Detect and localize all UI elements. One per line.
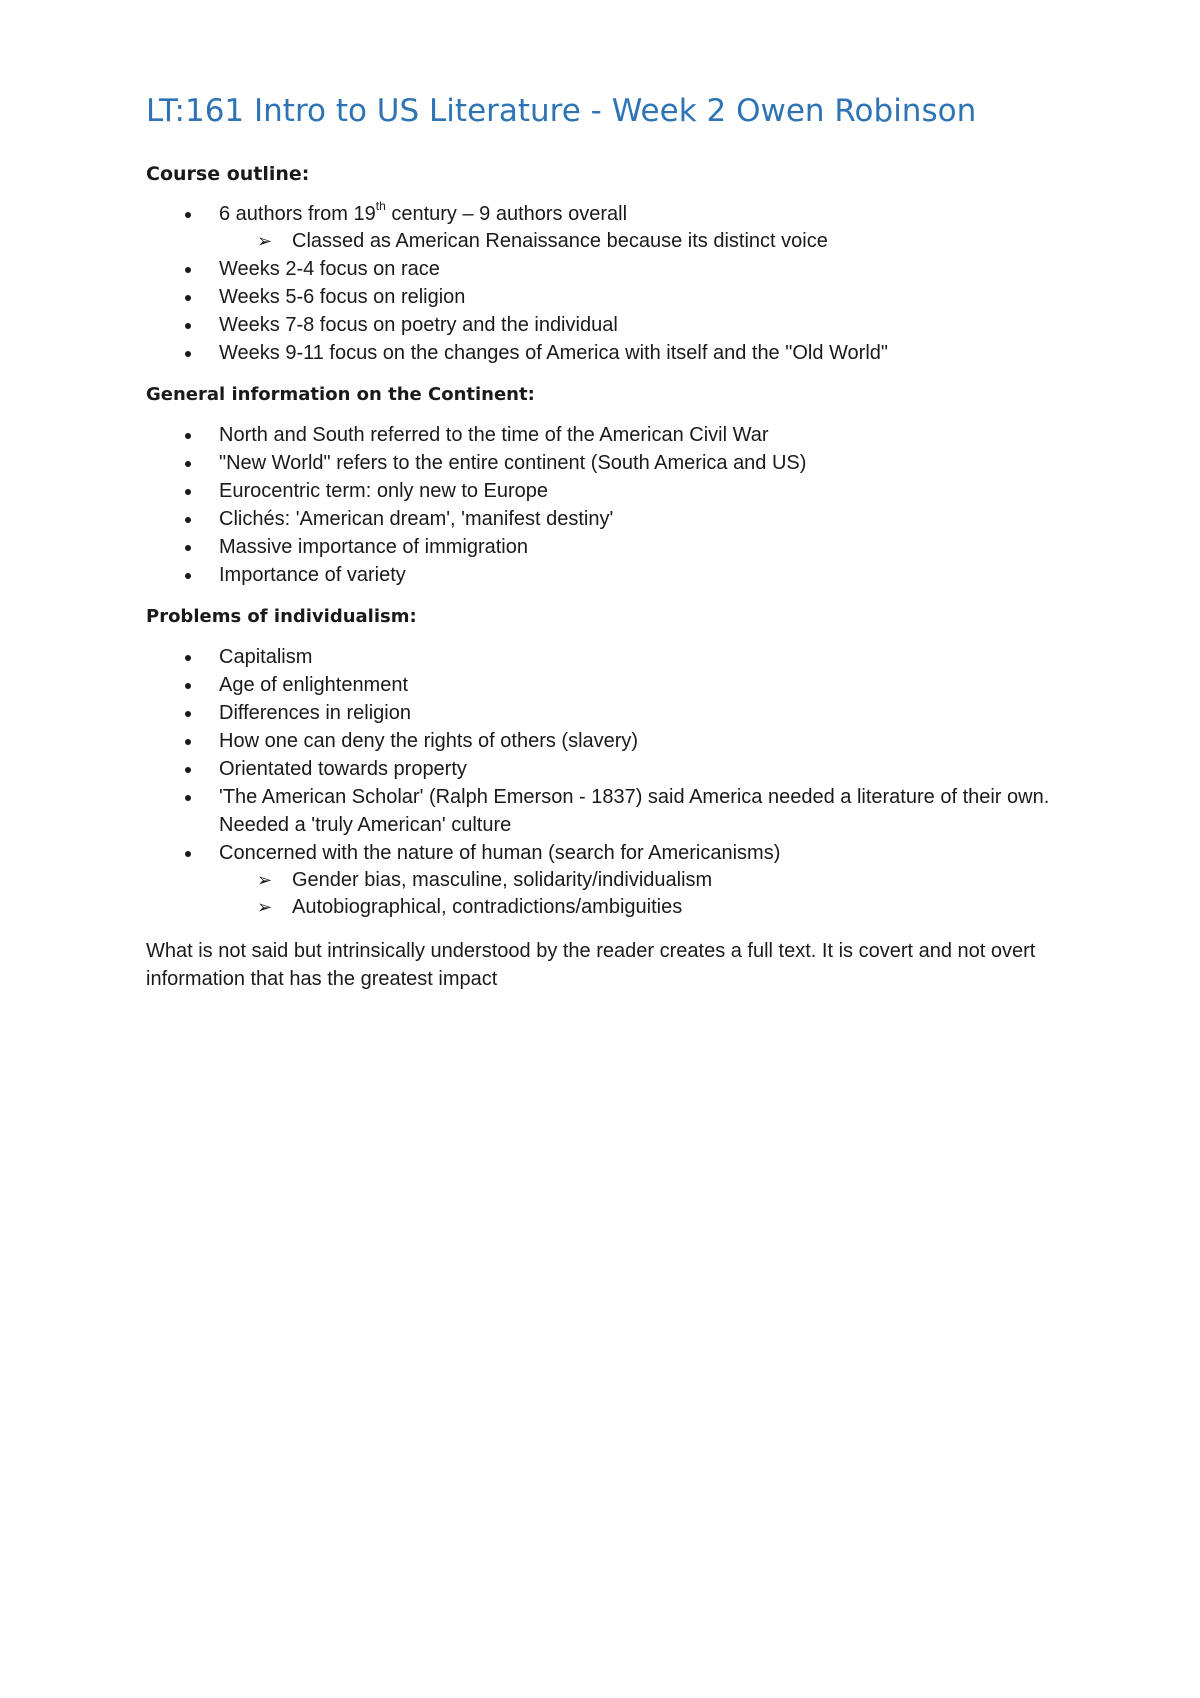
sub-list [219,228,1066,255]
list-item [146,283,1066,311]
bullet-icon [185,795,191,801]
list-item-text: How one can deny the rights of others (slavery) [219,730,639,752]
bullet-icon [185,212,191,218]
list-item-text: Weeks 9-11 focus on the changes of America with itself and the "Old World" [219,342,888,364]
list-item [146,421,1066,449]
bullet-icon [185,517,191,523]
section-heading-course-outline: Course outline: [146,163,310,185]
bullet-icon [185,767,191,773]
list-item [146,643,1066,671]
list-item [146,505,1066,533]
section-heading-general-information: General information on the Continent: [146,384,535,405]
list-item-text: Massive importance of immigration [219,536,528,558]
list-item [146,671,1066,699]
list-item-text: "New World" refers to the entire continent (South America and US) [219,452,807,474]
list-item [146,755,1066,783]
bullet-icon [185,711,191,717]
list-item [146,477,1066,505]
list-item-text: Capitalism [219,646,313,668]
bullet-icon [185,323,191,329]
list-item-text: Age of enlightenment [219,674,409,696]
bullet-icon [185,295,191,301]
sub-list-item [219,228,1066,255]
list-item [146,449,1066,477]
closing-paragraph: What is not said but intrinsically understood by the reader creates a full text. It is covert and not overt information that has the greatest impact [146,940,1036,990]
section-heading-problems-of-individualism: Problems of individualism: [146,606,417,627]
list-item-text: Importance of variety [219,564,406,586]
list-item-text: Eurocentric term: only new to Europe [219,480,549,502]
bullet-icon [185,433,191,439]
arrow-bullet-icon: ➢ [257,870,273,890]
bullet-icon [185,351,191,357]
list-item-text: Orientated towards property [219,758,467,780]
sub-list [219,867,1066,921]
list-item-text: Concerned with the nature of human (search for Americanisms) [219,842,781,864]
arrow-bullet-icon: ➢ [257,897,273,917]
list-item [146,839,1066,921]
list-item [146,699,1066,727]
bullet-icon [185,461,191,467]
bullet-icon [185,267,191,273]
list-item [146,255,1066,283]
list-item-text: Weeks 7-8 focus on poetry and the individual [219,314,618,336]
arrow-bullet-icon: ➢ [257,231,273,251]
sub-list-item-text: Autobiographical, contradictions/ambiguities [292,896,683,918]
list-item [146,727,1066,755]
list-item-text: 'The American Scholar' (Ralph Emerson - 1837) said America needed a literature of their own. Needed a 'truly American' culture [219,786,1050,836]
list-item [146,783,1066,839]
problems-of-individualism-list [146,643,1066,921]
course-outline-list [146,200,1066,367]
bullet-icon [185,489,191,495]
list-item [146,311,1066,339]
list-item-text: North and South referred to the time of the American Civil War [219,424,769,446]
superscript: th [375,199,386,214]
bullet-icon [185,851,191,857]
bullet-icon [185,655,191,661]
sub-list-item-text: Gender bias, masculine, solidarity/individualism [292,869,713,891]
list-item [146,561,1066,589]
sub-list-item [219,894,1066,921]
list-item-text: Weeks 5-6 focus on religion [219,286,466,308]
sub-list-item [219,867,1066,894]
bullet-icon [185,683,191,689]
bullet-icon [185,545,191,551]
bullet-icon [185,739,191,745]
bullet-icon [185,573,191,579]
list-item [146,339,1066,367]
list-item [146,533,1066,561]
sub-list-item-text: Classed as American Renaissance because its distinct voice [292,230,828,252]
list-item-text: Clichés: 'American dream', 'manifest destiny' [219,508,614,530]
document-title: LT:161 Intro to US Literature - Week 2 Owen Robinson [146,93,977,129]
list-item-text: Differences in religion [219,702,411,724]
general-information-list [146,421,1066,589]
list-item-text: 6 authors from 19th century – 9 authors overall [219,199,628,225]
list-item [146,200,1066,255]
list-item-text: Weeks 2-4 focus on race [219,258,440,280]
document-content [146,92,1066,993]
